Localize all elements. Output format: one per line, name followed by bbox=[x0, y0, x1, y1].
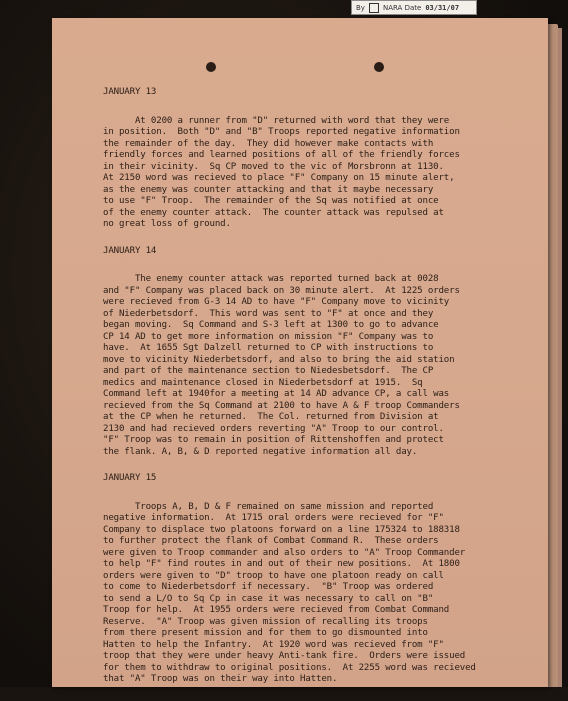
text-line: CP 14 AD to get more information on mission "F" Company was to bbox=[103, 331, 434, 342]
text-line: for them to withdraw to original positions. At 2255 word was recieved bbox=[103, 662, 476, 673]
stamp-date: 03/31/07 bbox=[425, 3, 460, 12]
stamp-checkbox-icon bbox=[369, 3, 379, 13]
text-line: medics and maintenance closed in Niederbetsdorf at 1915. Sq bbox=[103, 377, 423, 388]
text-line: the remainder of the day. They did however make contacts with bbox=[103, 138, 434, 149]
text-line: as the enemy was counter attacking and that it maybe necessary bbox=[103, 184, 434, 195]
text-line: at the CP when he returned. The Col. returned from Division at bbox=[103, 412, 439, 422]
text-line: Troop for help. At 1955 orders were recieved from Combat Command bbox=[103, 605, 450, 615]
text-line: Troops A, B, D & F remained on same mission and reported bbox=[103, 501, 434, 512]
text-line: to send a L/O to Sq Cp in case it was necessary to call on "B" bbox=[103, 593, 434, 604]
text-line: in position. Both "D" and "B" Troops reported negative information bbox=[103, 127, 460, 137]
text-line: to further protect the flank of Combat Command R. These orders bbox=[103, 536, 439, 546]
text-line: orders were given to "D" troop to have one platoon ready on call bbox=[103, 570, 444, 581]
text-line: Command left at 1940for a meeting at 14 AD advance CP, a call was bbox=[103, 389, 450, 399]
stamp-agency-label: NARA Date bbox=[382, 3, 422, 12]
text-line: and "F" Company was placed back on 30 minute alert. At 1225 orders bbox=[103, 285, 460, 296]
text-line: At 0200 a runner from "D" returned with word that they were bbox=[103, 115, 450, 126]
archive-stamp bbox=[351, 0, 477, 15]
section-paragraph bbox=[103, 116, 533, 231]
section-paragraph bbox=[103, 274, 533, 458]
text-line: have. At 1655 Sgt Dalzell returned to CP with instructions to bbox=[103, 343, 434, 353]
section-heading: JANUARY 15 bbox=[103, 473, 157, 483]
text-line: 2130 and had recieved orders reverting "A" Troop to our control. bbox=[103, 423, 444, 434]
text-line: At 2150 word was recieved to place "F" Company on 15 minute alert, bbox=[103, 173, 455, 183]
text-line: and part of the maintenance section to Niedesbetsdorf. The CP bbox=[103, 366, 434, 376]
section-paragraph bbox=[103, 502, 533, 686]
punch-hole-right bbox=[374, 62, 384, 72]
text-line: recieved from the Sq Command at 2100 to have A & F troop Commanders bbox=[103, 400, 460, 411]
text-line: move to vicinity Niederbetsdorf, and also to bring the aid station bbox=[103, 354, 455, 365]
text-line: to use "F" Troop. The remainder of the Sq was notified at once bbox=[103, 196, 439, 206]
text-line: troop that they were under heavy Anti-tank fire. Orders were issued bbox=[103, 651, 466, 661]
text-line: from there present mission and for them to go dismounted into bbox=[103, 628, 428, 638]
text-line: of the enemy counter attack. The counter attack was repulsed at bbox=[103, 207, 444, 218]
text-line: Reserve. "A" Troop was given mission of recalling its troops bbox=[103, 616, 428, 627]
text-line: were recieved from G-3 14 AD to have "F" Company move to vicinity bbox=[103, 297, 450, 307]
section-heading: JANUARY 13 bbox=[103, 87, 157, 97]
stamp-by-label: By bbox=[356, 3, 365, 12]
text-line: to come to Niederbetsdorf if necessary. "B" Troop was ordered bbox=[103, 582, 434, 592]
text-line: friendly forces and learned positions of all of the friendly forces bbox=[103, 150, 460, 160]
text-line: to help "F" find routes in and out of their new positions. At 1800 bbox=[103, 559, 460, 569]
text-line: Hatten to help the Infantry. At 1920 word was recieved from "F" bbox=[103, 639, 444, 650]
text-line: no great loss of ground. bbox=[103, 219, 231, 229]
document-body bbox=[103, 87, 533, 701]
section-heading: JANUARY 14 bbox=[103, 245, 157, 256]
text-line: negative information. At 1715 oral orders were recieved for "F" bbox=[103, 513, 444, 523]
text-line: Company to displace two platoons forward on a line 175324 to 188318 bbox=[103, 524, 460, 535]
text-line: the flank. A, B, & D reported negative information all day. bbox=[103, 446, 418, 457]
text-line: in their vicinity. Sq CP moved to the vic of Morsbronn at 1130. bbox=[103, 161, 444, 172]
text-line: that "A" Troop was on their way into Hatten. bbox=[103, 674, 338, 684]
text-line: "F" Troop was to remain in position of Rittenshoffen and protect bbox=[103, 435, 444, 445]
text-line: of Niederbetsdorf. This word was sent to "F" at once and they bbox=[103, 308, 434, 319]
text-line: began moving. Sq Command and S-3 left at 1300 to go to advance bbox=[103, 320, 439, 330]
text-line: The enemy counter attack was reported turned back at 0028 bbox=[103, 274, 439, 284]
punch-hole-left bbox=[206, 62, 216, 72]
text-line: were given to Troop commander and also orders to "A" Troop Commander bbox=[103, 547, 466, 558]
